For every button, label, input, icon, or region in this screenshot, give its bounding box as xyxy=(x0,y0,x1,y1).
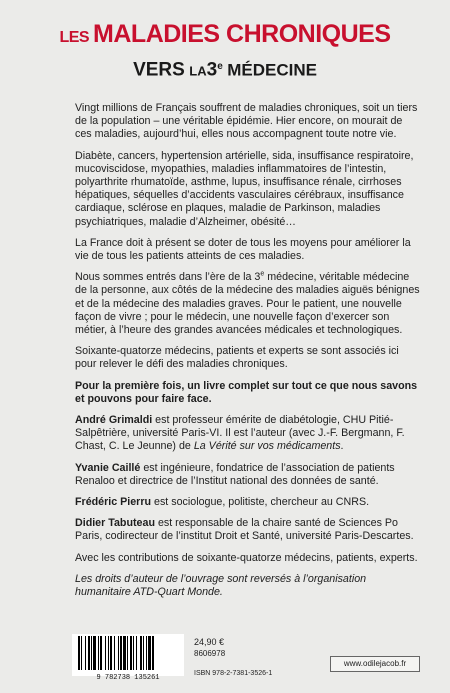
author-bio: est responsable de la chaire santé de Sciences Po Paris, codirecteur de l’institut Droit et Santé, université Paris-Descartes. xyxy=(75,517,414,543)
paragraph-intro: Vingt millions de Français souffrent de maladies chroniques, soit un tiers de la population – une véritable épidémie. Hier encore, on mourait de ces maladies, aujourd’hui, elles nous accompagnent toute notre vie. xyxy=(75,102,418,141)
author-name: Yvanie Caillé xyxy=(75,461,141,474)
author-bio: est professeur émérite de diabétologie, CHU Pitié-Salpêtrière, université Paris-VI. Il est l’auteur (avec J.-F. Bergmann, F. Chast, C. Le Jeunne) de xyxy=(75,414,405,453)
subtitle-num: 3 xyxy=(206,59,218,81)
barcode xyxy=(72,634,184,676)
author-name: Frédéric Pierru xyxy=(75,496,152,509)
author-bio-end: . xyxy=(340,440,344,453)
paragraph-france: La France doit à présent se doter de tous les moyens pour améliorer la vie de tous les patients atteints de ces maladies. xyxy=(75,236,411,263)
barcode-bar xyxy=(130,636,132,670)
author-tabuteau xyxy=(75,517,420,543)
book-title xyxy=(0,22,450,50)
author-name: Didier Tabuteau xyxy=(75,517,155,530)
barcode-bar xyxy=(93,636,96,670)
subtitle-la: LA xyxy=(189,63,207,79)
barcode-bar xyxy=(140,636,142,670)
p4-rest: médecine, véritable médecine de la personne, aux côtés de la médecine des maladies aiguës bénignes et de la médecine des maladies graves. Pour le patient, une nouvelle façon de vivre ; pour le médecin, une nouvelle façon d’exercer son métier, à l’heure des grandes avancées médicales et technologiques. xyxy=(75,271,420,337)
subtitle-medecine: MÉDECINE xyxy=(227,60,317,80)
book-subtitle xyxy=(0,56,450,82)
p4-sup: e xyxy=(260,270,265,278)
isbn: ISBN 978-2-7381-3526-1 xyxy=(194,670,273,677)
price: 24,90 € xyxy=(194,637,225,647)
barcode-bar xyxy=(88,636,90,670)
paragraph-highlight: Pour la première fois, un livre complet sur tout ce que nous savons et pouvons pour faire face. xyxy=(75,379,418,405)
author-caille xyxy=(75,462,420,488)
author-pierru xyxy=(75,496,420,509)
paragraph-contributions: Avec les contributions de soixante-quatorze médecins, patients, experts. xyxy=(75,551,418,564)
barcode-bar xyxy=(98,636,99,670)
publisher-url[interactable]: www.odilejacob.fr xyxy=(330,656,420,672)
barcode-bar xyxy=(123,636,126,670)
paragraph-third-medicine xyxy=(75,271,420,337)
barcode-bar xyxy=(108,636,109,670)
barcode-bar xyxy=(127,636,128,670)
barcode-bar xyxy=(100,636,102,670)
barcode-digits: 9 782738 135261 xyxy=(96,674,160,682)
author-bio: est ingénieure, fondatrice de l’association de patients Renaloo et directrice de l’Institut national des données de santé. xyxy=(75,461,395,487)
barcode-bar xyxy=(143,636,144,670)
p4-start: Nous sommes entrés dans l’ère de la 3 xyxy=(75,271,261,284)
paragraph-diseases: Diabète, cancers, hypertension artérielle, sida, insuffisance respiratoire, mucoviscidose, myopathies, maladies inflammatoires de l’intestin, polyarthrite rhumatoïde, asthme, lupus, insuffisance rénale, cirrhoses hépatiques, séquelles d’accidents vasculaires cérébraux, insuffisance cardiaque, sclérose en plaques, maladie de Parkinson, maladies psychiatriques, maladie d’Alzheimer, obésité… xyxy=(75,149,414,228)
author-book-title: La Vérité sur vos médicaments xyxy=(193,440,341,453)
barcode-bar xyxy=(85,636,86,670)
barcode-bar xyxy=(136,636,137,670)
barcode-bar xyxy=(81,636,82,670)
paragraph-royalties: Les droits d’auteur de l’ouvrage sont reversés à l’organisation humanitaire ATD-Quart Monde. xyxy=(75,572,367,599)
barcode-bar xyxy=(148,636,151,670)
blurb-text xyxy=(75,102,420,607)
title-les: LES xyxy=(59,29,90,46)
barcode-bar xyxy=(120,636,122,670)
author-bio: est sociologue, politiste, chercheur au CNRS. xyxy=(151,496,370,509)
back-cover-footer xyxy=(72,634,432,684)
price-block xyxy=(194,636,225,660)
barcode-bar xyxy=(78,636,80,670)
author-name: André Grimaldi xyxy=(75,414,153,427)
barcode-bar xyxy=(152,636,154,670)
barcode-bars xyxy=(76,634,180,670)
barcode-bar xyxy=(118,636,119,670)
author-grimaldi xyxy=(75,414,420,454)
barcode-bar xyxy=(91,636,92,670)
product-code: 8606978 xyxy=(194,649,226,658)
barcode-bar xyxy=(110,636,112,670)
barcode-bar xyxy=(114,636,115,670)
subtitle-vers: VERS xyxy=(133,59,185,81)
cover-title xyxy=(0,22,450,82)
barcode-bar xyxy=(105,636,106,670)
title-main: MALADIES CHRONIQUES xyxy=(93,20,391,48)
subtitle-sup: e xyxy=(217,61,223,72)
paragraph-contributors: Soixante-quatorze médecins, patients et experts se sont associés ici pour relever le défi des maladies chroniques. xyxy=(75,345,399,371)
barcode-bar xyxy=(146,636,147,670)
barcode-bar xyxy=(133,636,134,670)
